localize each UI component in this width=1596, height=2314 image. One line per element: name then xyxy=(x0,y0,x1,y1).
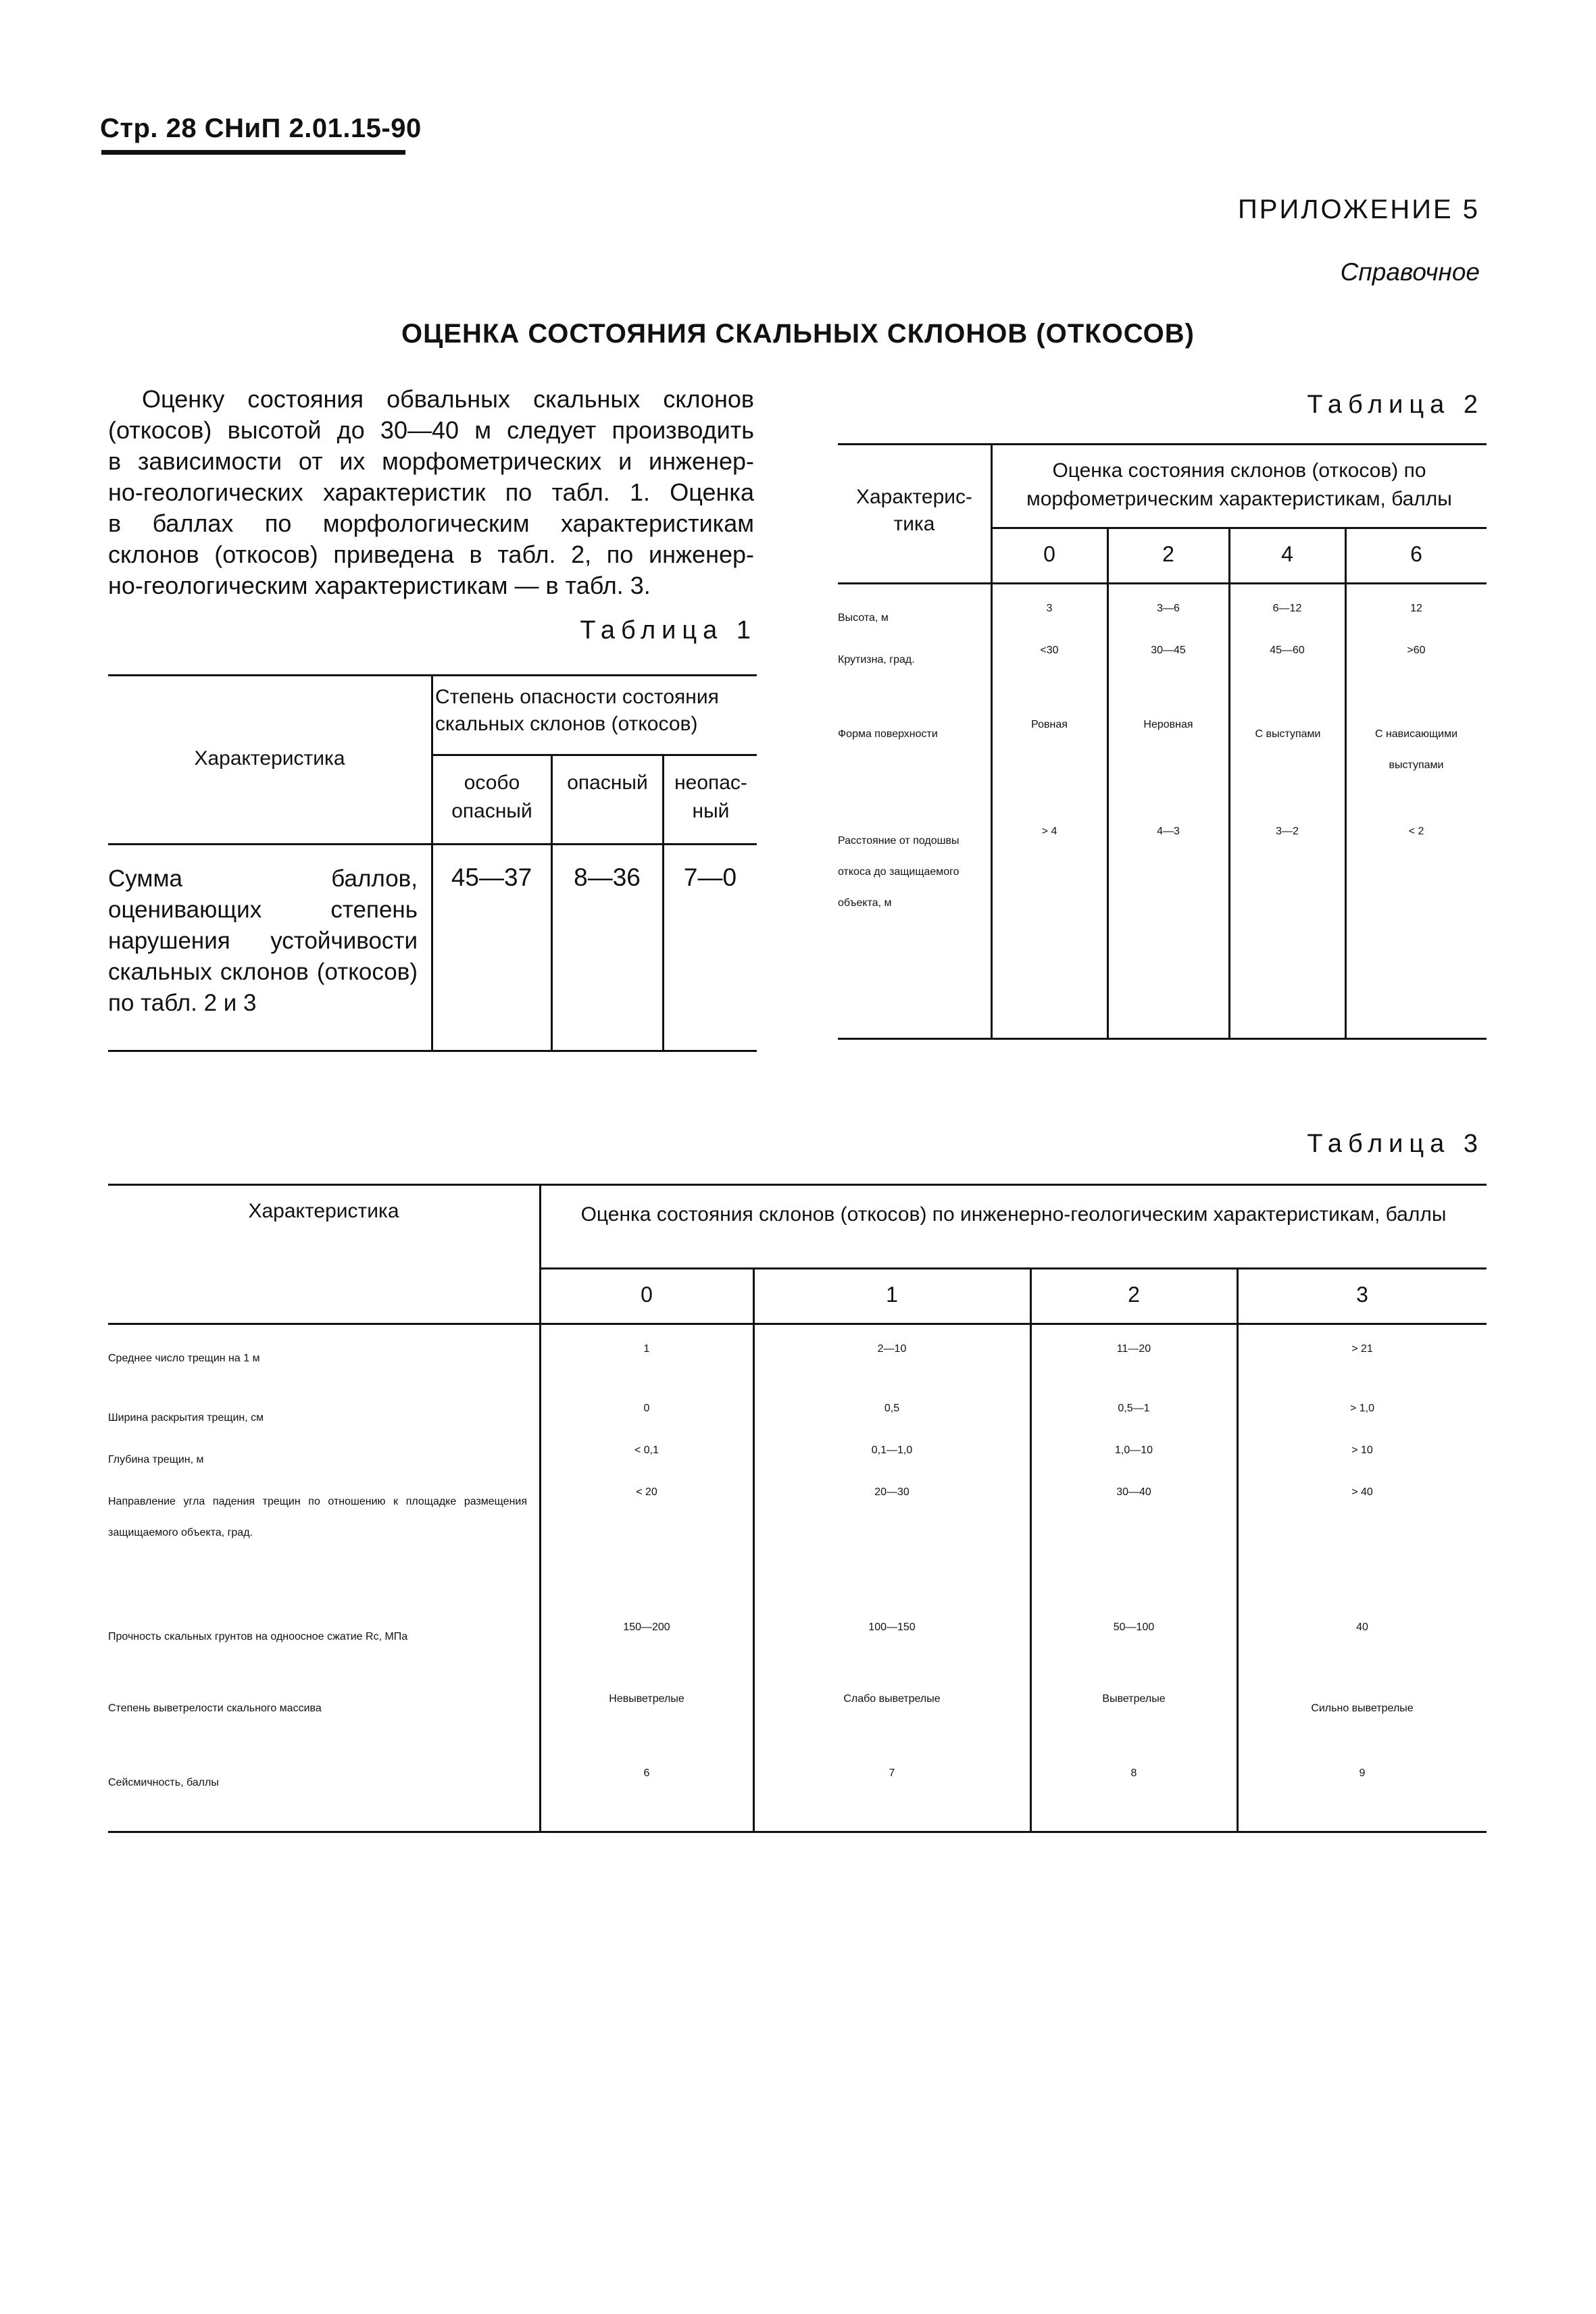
intro-line: но-геологическим характеристикам — в табл. 3. xyxy=(108,572,651,599)
table1-group-header: Степень опасности состояния скальных склонов (откосов) xyxy=(435,686,719,735)
intro-line: склонов (откосов) приведена в табл. 2, по инженер- xyxy=(108,540,754,568)
table3-cell: > 1,0 xyxy=(1349,1403,1375,1414)
table2-cell: <30 xyxy=(1040,645,1059,656)
table3-cell: Выветрелые xyxy=(1102,1693,1166,1705)
table3-cell: 150—200 xyxy=(623,1621,670,1633)
table2-cell: 3 xyxy=(1046,603,1053,614)
table1-subheader: неопас- ный xyxy=(674,772,747,822)
table3-cell: 30—40 xyxy=(1116,1486,1151,1498)
table2-cell: > 4 xyxy=(1041,826,1057,837)
table3-cell: < 0,1 xyxy=(634,1444,659,1456)
table3-cell: 50—100 xyxy=(1113,1621,1155,1633)
table3-cell: < 20 xyxy=(636,1486,657,1498)
table3 xyxy=(108,1184,1487,1839)
table1-cell: 8—36 xyxy=(574,863,641,891)
intro-paragraph xyxy=(108,384,754,601)
table3-cell: 11—20 xyxy=(1116,1343,1151,1355)
table1-subheader: особо опасный xyxy=(451,772,532,822)
table3-row-label: Ширина раскрытия трещин, см xyxy=(108,1412,264,1424)
table3-score: 1 xyxy=(886,1282,898,1307)
table2-cell: 30—45 xyxy=(1151,645,1186,656)
table3-cell: > 10 xyxy=(1351,1444,1373,1456)
table1 xyxy=(108,674,757,1053)
table2-cell: Неровная xyxy=(1143,719,1193,730)
table3-cell: 0,5—1 xyxy=(1118,1403,1150,1414)
intro-line: но-геологических характеристик по табл. 1. Оценка xyxy=(108,478,754,506)
table3-row-label: Прочность скальных грунтов на одноосное сжатие Rc, МПа xyxy=(108,1631,408,1642)
table2-row-label: Крутизна, град. xyxy=(838,654,915,665)
table1-row-label: Сумма баллов, оценивающих степень нарушения устойчивости скальных склонов (откосов) по табл. 2 и 3 xyxy=(108,865,418,1016)
table1-subheader: опасный xyxy=(567,772,648,794)
table3-row-label: Направление угла падения трещин по отношению к площадке размещения защищаемого объекта, град. xyxy=(108,1496,527,1538)
table2-score: 2 xyxy=(1162,542,1174,566)
table3-cell: Невыветрелые xyxy=(609,1693,684,1705)
table3-cell: 9 xyxy=(1359,1767,1366,1779)
table2-cell: 45—60 xyxy=(1270,645,1305,656)
table3-cell: 0,1—1,0 xyxy=(871,1444,913,1456)
table3-score: 0 xyxy=(641,1282,653,1307)
header-underline xyxy=(101,150,405,155)
table2-cell: Ровная xyxy=(1031,719,1068,730)
intro-line: в баллах по морфологическим характеристикам xyxy=(108,509,754,537)
table3-row-label: Степень выветрелости скального массива xyxy=(108,1703,322,1714)
table1-cell: 45—37 xyxy=(451,863,532,891)
table3-cell: Слабо выветрелые xyxy=(843,1693,941,1705)
appendix-label: ПРИЛОЖЕНИЕ 5 xyxy=(1238,195,1480,224)
page-header: Стр. 28 СНиП 2.01.15-90 xyxy=(100,114,422,143)
table1-col-header: Характеристика xyxy=(194,747,345,770)
table3-cell: 0 xyxy=(643,1403,650,1414)
table2-row-label: Высота, м xyxy=(838,612,889,624)
table3-row-label: Сейсмичность, баллы xyxy=(108,1777,219,1788)
table3-cell: 1,0—10 xyxy=(1114,1444,1153,1456)
table3-cell: 8 xyxy=(1130,1767,1137,1779)
table2-cell: С выступами xyxy=(1255,728,1321,740)
intro-line: Оценку состояния обвальных скальных склонов xyxy=(142,385,754,413)
table3-cell: > 21 xyxy=(1351,1343,1373,1355)
table2-cell: < 2 xyxy=(1408,826,1424,837)
page-title: ОЦЕНКА СОСТОЯНИЯ СКАЛЬНЫХ СКЛОНОВ (ОТКОСОВ) xyxy=(401,319,1195,349)
table3-cell: 2—10 xyxy=(877,1343,907,1355)
table2-cell: >60 xyxy=(1407,645,1426,656)
table2-label: Таблица 2 xyxy=(1307,391,1484,419)
table2-score: 6 xyxy=(1410,542,1422,566)
table3-cell: Сильно выветрелые xyxy=(1311,1703,1414,1714)
table3-label: Таблица 3 xyxy=(1307,1130,1484,1158)
table2-row-label: Форма поверхности xyxy=(838,728,938,740)
table3-cell: 7 xyxy=(889,1767,895,1779)
table3-score: 2 xyxy=(1128,1282,1140,1307)
table1-cell: 7—0 xyxy=(683,863,737,891)
table3-cell: 40 xyxy=(1356,1621,1368,1633)
intro-line: (откосов) высотой до 30—40 м следует производить xyxy=(108,416,754,444)
table3-score: 3 xyxy=(1356,1282,1368,1307)
table2-row-label: Расстояние от подошвы откоса до защищаемого объекта, м xyxy=(838,835,959,909)
table2 xyxy=(838,443,1487,1045)
table3-cell: > 40 xyxy=(1351,1486,1373,1498)
table3-cell: 20—30 xyxy=(874,1486,909,1498)
table3-cell: 0,5 xyxy=(884,1403,900,1414)
table3-row-label: Среднее число трещин на 1 м xyxy=(108,1353,260,1364)
table3-row-label: Глубина трещин, м xyxy=(108,1454,204,1465)
table3-group-header: Оценка состояния склонов (откосов) по инженерно-геологическим характеристикам, баллы xyxy=(580,1203,1447,1226)
table3-cell: 6 xyxy=(643,1767,650,1779)
table2-cell: С нависающими выступами xyxy=(1374,728,1458,771)
table2-cell: 12 xyxy=(1410,603,1422,614)
table2-cell: 3—6 xyxy=(1157,603,1180,614)
table2-cell: 4—3 xyxy=(1157,826,1180,837)
table2-score: 0 xyxy=(1043,542,1055,566)
table3-cell: 100—150 xyxy=(868,1621,916,1633)
table2-score: 4 xyxy=(1281,542,1293,566)
table3-cell: 1 xyxy=(643,1343,650,1355)
table2-cell: 6—12 xyxy=(1272,603,1302,614)
table2-col-header: Характерис- тика xyxy=(855,486,973,535)
intro-line: в зависимости от их морфометрических и инженер- xyxy=(108,447,754,475)
table2-cell: 3—2 xyxy=(1276,826,1299,837)
appendix-type: Справочное xyxy=(1340,258,1480,286)
table2-group-header: Оценка состояния склонов (откосов) по морфометрическим характеристикам, баллы xyxy=(1026,459,1452,510)
table3-col-header: Характеристика xyxy=(248,1200,399,1222)
table1-label: Таблица 1 xyxy=(580,616,757,645)
